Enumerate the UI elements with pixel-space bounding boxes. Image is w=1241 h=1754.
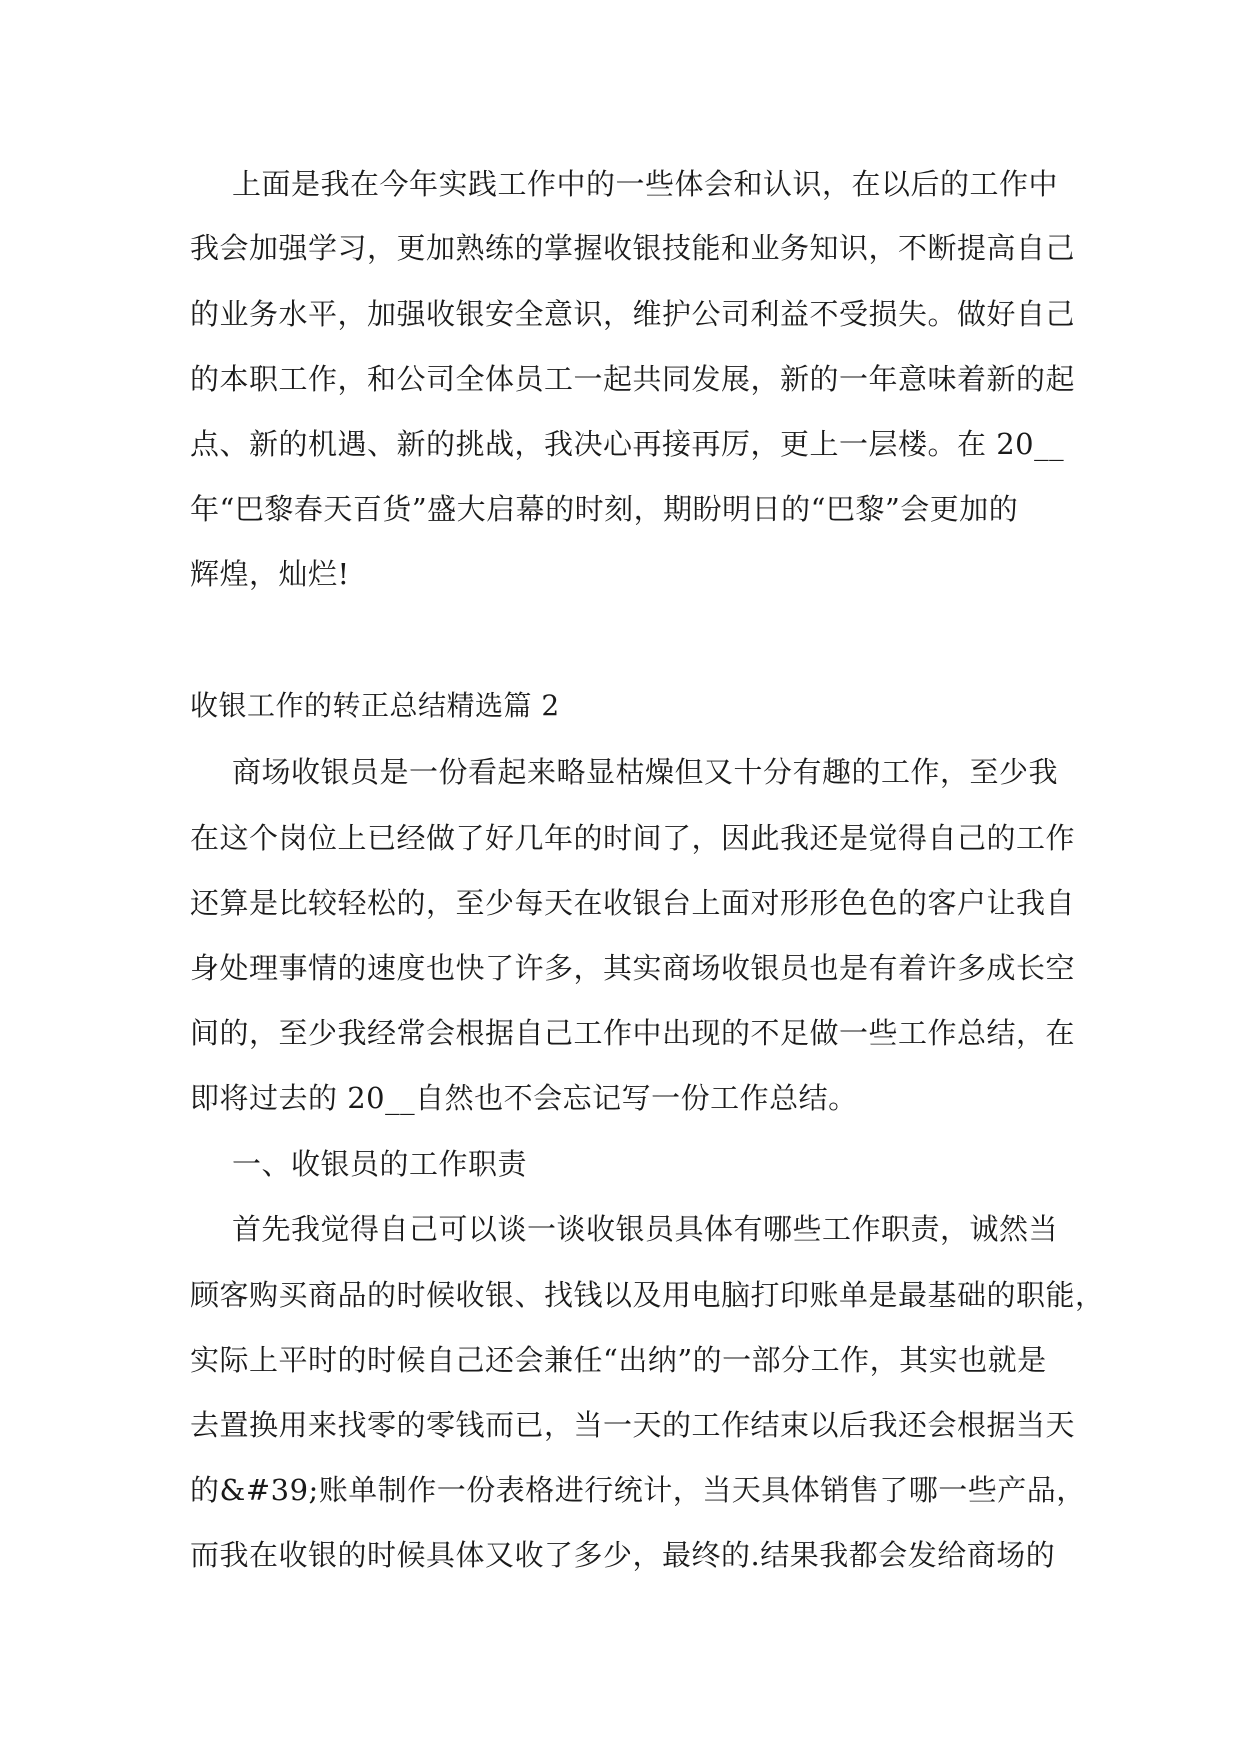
- section-heading: 收银工作的转正总结精选篇 2: [190, 689, 560, 722]
- paragraph-line: 实际上平时的时候自己还会兼任“出纳”的一部分工作，其实也就是: [190, 1343, 1047, 1377]
- paragraph-line: 商场收银员是一份看起来略显枯燥但又十分有趣的工作，至少我: [232, 755, 1059, 789]
- paragraph-line: 首先我觉得自己可以谈一谈收银员具体有哪些工作职责，诚然当: [232, 1212, 1059, 1246]
- paragraph-line: 点、新的机遇、新的挑战，我决心再接再厉，更上一层楼。在 20__: [190, 427, 1065, 461]
- paragraph-line: 辉煌，灿烂!: [190, 557, 350, 591]
- paragraph-line: 的&#39;账单制作一份表格进行统计，当天具体销售了哪一些产品，: [190, 1473, 1086, 1507]
- paragraph-line: 在这个岗位上已经做了好几年的时间了，因此我还是觉得自己的工作: [190, 821, 1076, 855]
- paragraph-line: 年“巴黎春天百货”盛大启幕的时刻，期盼明日的“巴黎”会更加的: [190, 492, 1019, 526]
- paragraph-line: 的本职工作，和公司全体员工一起共同发展，新的一年意味着新的起: [190, 362, 1076, 396]
- paragraph-line: 上面是我在今年实践工作中的一些体会和认识，在以后的工作中: [232, 167, 1059, 201]
- paragraph-line: 我会加强学习，更加熟练的掌握收银技能和业务知识，不断提高自己: [190, 231, 1076, 265]
- paragraph-line: 而我在收银的时候具体又收了多少，最终的.结果我都会发给商场的: [190, 1538, 1056, 1572]
- paragraph-line: 身处理事情的速度也快了许多，其实商场收银员也是有着许多成长空: [190, 951, 1076, 985]
- paragraph-line: 还算是比较轻松的，至少每天在收银台上面对形形色色的客户让我自: [190, 886, 1076, 920]
- paragraph-line: 间的，至少我经常会根据自己工作中出现的不足做一些工作总结，在: [190, 1016, 1076, 1050]
- subheading: 一、收银员的工作职责: [232, 1147, 528, 1181]
- paragraph-line: 顾客购买商品的时候收银、找钱以及用电脑打印账单是最基础的职能，: [190, 1278, 1105, 1312]
- paragraph-line: 的业务水平，加强收银安全意识，维护公司利益不受损失。做好自己: [190, 297, 1076, 331]
- paragraph-line: 去置换用来找零的零钱而已，当一天的工作结束以后我还会根据当天: [190, 1408, 1076, 1442]
- paragraph-line: 即将过去的 20__自然也不会忘记写一份工作总结。: [190, 1081, 858, 1115]
